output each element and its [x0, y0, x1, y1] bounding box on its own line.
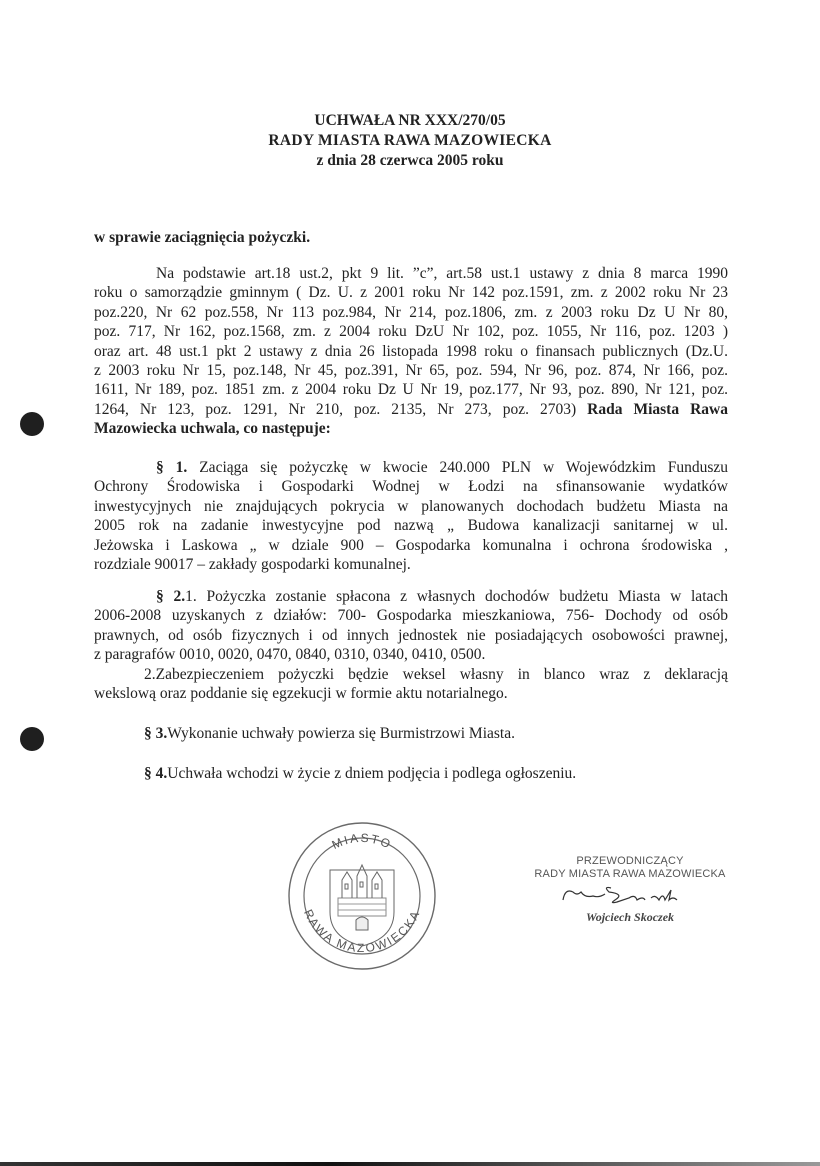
preamble-line: poz. 717, Nr 162, poz.1568, zm. z 2004 roku DzU Nr 102, poz. 1055, Nr 116, poz. 1203 ) — [94, 323, 728, 341]
section-line: inwestycyjnych nie znajdujących pokrycia w planowanych dochodach budżetu Miasta na — [94, 497, 728, 515]
section-line: Jeżowska i Laskowa „ w dziale 900 – Gospodarka komunalna i ochrona środowiska , — [94, 536, 728, 554]
section-3: § 3.Wykonanie uchwały powierza się Burmistrzowi Miasta. — [144, 725, 515, 742]
section-mark: § 1. — [156, 459, 188, 476]
city-seal-stamp — [286, 820, 438, 972]
preamble-line: 1611, Nr 189, poz. 1851 zm. z 2004 roku Dz U Nr 19, poz.177, Nr 93, poz. 890, Nr 121, poz. — [94, 381, 728, 399]
resolution-date: z dnia 28 czerwca 2005 roku — [316, 152, 504, 169]
preamble-line: Na podstawie art.18 ust.2, pkt 9 lit. ”c”, art.58 ust.1 ustawy z dnia 8 marca 1990 — [156, 265, 728, 282]
enacting-clause: Mazowiecka uchwala, co następuje: — [94, 420, 331, 438]
section-1: § 1. Zaciąga się pożyczkę w kwocie 240.000 PLN w Wojewódzkim Funduszu Ochrony Środowiska i Gospodarki Wodnej w Łodzi na sfinansowanie wydatków inwestycyjnych nie znajdujących pokrycia w planowanych dochodach budżetu Miasta na 2005 rok na zadanie inwestycyjne pod nazwą „ Budowa kanalizacji sanitarnej w ul. Jeżowska i Laskowa „ w dziale 900 – Gospodarka komunalna i ochrona środowiska , rozdziale 90017 – zakłady gospodarki komunalnej. — [94, 459, 729, 574]
scan-edge — [0, 1162, 820, 1166]
section-line: Ochrony Środowiska i Gospodarki Wodnej w Łodzi na sfinansowanie wydatków — [94, 478, 728, 496]
signatory-council: RADY MIASTA RAWA MAZOWIECKA — [534, 868, 726, 880]
section-mark: § 4. — [144, 765, 168, 782]
preamble-line: oraz art. 48 ust.1 pkt 2 ustawy z dnia 26 listopada 1998 roku o finansach publicznych (Dz.U. — [94, 342, 728, 360]
preamble-line: poz.220, Nr 62 poz.558, Nr 113 poz.984, Nr 214, poz.1806, zm. z 2003 roku Dz U Nr 80, — [94, 303, 728, 321]
preamble — [94, 264, 728, 439]
svg-text:MIASTO — [330, 831, 395, 852]
handwritten-signature — [555, 882, 705, 908]
signatory-role: PRZEWODNICZĄCY — [576, 855, 684, 867]
preamble-line: z 2003 roku Nr 15, poz.148, Nr 45, poz.391, Nr 65, poz. 594, Nr 96, poz. 874, Nr 166, poz. — [94, 362, 728, 380]
section-2: § 2.1. Pożyczka zostanie spłacona z własnych dochodów budżetu Miasta w latach 2006-2008 uzyskanych z działów: 700- Gospodarka mieszkaniowa, 756- Dochody od osób prawnych, od osób fizycznych i od innych jednostek nie posiadających osobowości prawnej, z paragrafów 0010, 0020, 0470, 0840, 0310, 0340, 0410, 0500. 2.Zabezpieczeniem pożyczki będzie weksel własny in blanco wraz z deklaracją wekslową oraz poddanie się egzekucji w formie aktu notarialnego. — [94, 588, 729, 703]
stamp-bottom-text: RAWA MAZOWIECKA — [301, 907, 423, 956]
section-mark: § 3. — [144, 725, 168, 742]
svg-text:RAWA MAZOWIECKA — [301, 907, 423, 955]
resolution-subject: w sprawie zaciągnięcia pożyczki. — [94, 229, 311, 246]
section-line: wekslową oraz poddanie się egzekucji w formie aktu notarialnego. — [94, 685, 508, 703]
section-line: 2006-2008 uzyskanych z działów: 700- Gospodarka mieszkaniowa, 756- Dochody od osób — [94, 607, 728, 625]
coat-of-arms-icon — [330, 865, 394, 946]
issuing-body: RADY MIASTA RAWA MAZOWIECKA — [268, 132, 552, 149]
resolution-number: UCHWAŁA NR XXX/270/05 — [314, 112, 506, 129]
preamble-line: roku o samorządzie gminnym ( Dz. U. z 2001 roku Nr 142 poz.1591, zm. z 2002 roku Nr 23 — [94, 284, 728, 302]
preamble-line: 1264, Nr 123, poz. 1291, Nr 210, poz. 2135, Nr 273, poz. 2703) Rada Miasta Rawa — [94, 400, 728, 418]
section-line: z paragrafów 0010, 0020, 0470, 0840, 0310, 0340, 0410, 0500. — [94, 646, 486, 664]
section-4: § 4.Uchwała wchodzi w życie z dniem podjęcia i podlega ogłoszeniu. — [144, 765, 577, 782]
punch-hole — [20, 412, 44, 436]
stamp-top-text: MIASTO — [329, 830, 395, 853]
section-line: 2005 rok na zadanie inwestycyjne pod nazwą „ Budowa kanalizacji sanitarnej w ul. — [94, 517, 728, 535]
section-mark: § 2. — [156, 588, 186, 605]
council-name: Rada Miasta Rawa — [587, 400, 728, 418]
section-line: prawnych, od osób fizycznych i od innych jednostek nie posiadających osobowości prawnej, — [94, 626, 728, 644]
signatory-name: Wojciech Skoczek — [585, 910, 675, 924]
section-line: 2.Zabezpieczeniem pożyczki będzie weksel własny in blanco wraz z deklaracją — [144, 665, 728, 683]
section-line: rozdziale 90017 – zakłady gospodarki komunalnej. — [94, 556, 411, 574]
signature-block — [500, 855, 760, 925]
punch-hole — [20, 727, 44, 751]
